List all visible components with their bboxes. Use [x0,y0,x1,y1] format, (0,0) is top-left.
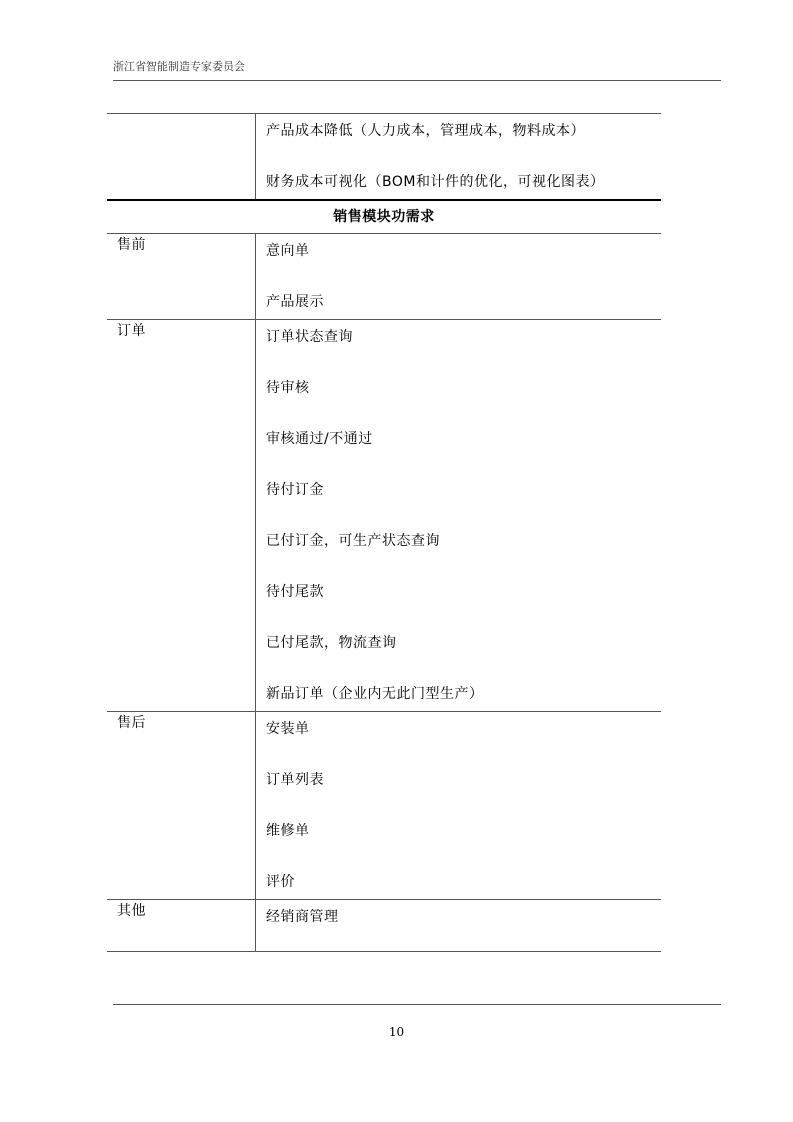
table-row [107,234,661,320]
header-org: 浙江省智能制造专家委员会 [113,60,245,73]
list-item: 审核通过/不通过 [266,431,373,447]
row-items [256,114,662,201]
table-row [107,900,661,952]
list-item: 待付尾款 [266,584,324,600]
section-row [107,200,661,234]
row-label: 订单 [107,320,256,712]
table-end-rule [107,952,661,953]
section-title: 销售模块功需求 [107,200,661,234]
row-items [256,900,662,952]
list-item: 安装单 [266,721,310,737]
list-item: 订单状态查询 [266,329,353,345]
row-label: 售前 [107,234,256,320]
list-item: 待付订金 [266,482,324,498]
page-number: 10 [388,1025,405,1039]
list-item: 意向单 [266,243,310,259]
row-label: 其他 [107,900,256,952]
table-row [107,712,661,900]
footer-rule [113,1004,721,1005]
list-item: 财务成本可视化（BOM和计件的优化，可视化图表） [266,174,605,190]
row-items [256,234,662,320]
list-item: 评价 [266,874,295,890]
requirements-table [107,113,661,952]
row-label: 售后 [107,712,256,900]
header-rule [113,80,721,81]
list-item: 已付订金，可生产状态查询 [266,533,440,549]
list-item: 经销商管理 [266,909,339,925]
row-label [107,114,256,201]
list-item: 产品成本降低（人力成本，管理成本，物料成本） [266,123,585,139]
table-row [107,114,661,201]
list-item: 订单列表 [266,772,324,788]
list-item: 待审核 [266,380,310,396]
row-items [256,320,662,712]
row-items [256,712,662,900]
table-row [107,320,661,712]
list-item: 已付尾款，物流查询 [266,635,397,651]
list-item: 维修单 [266,823,310,839]
list-item: 产品展示 [266,294,324,310]
list-item: 新品订单（企业内无此门型生产） [266,686,484,702]
